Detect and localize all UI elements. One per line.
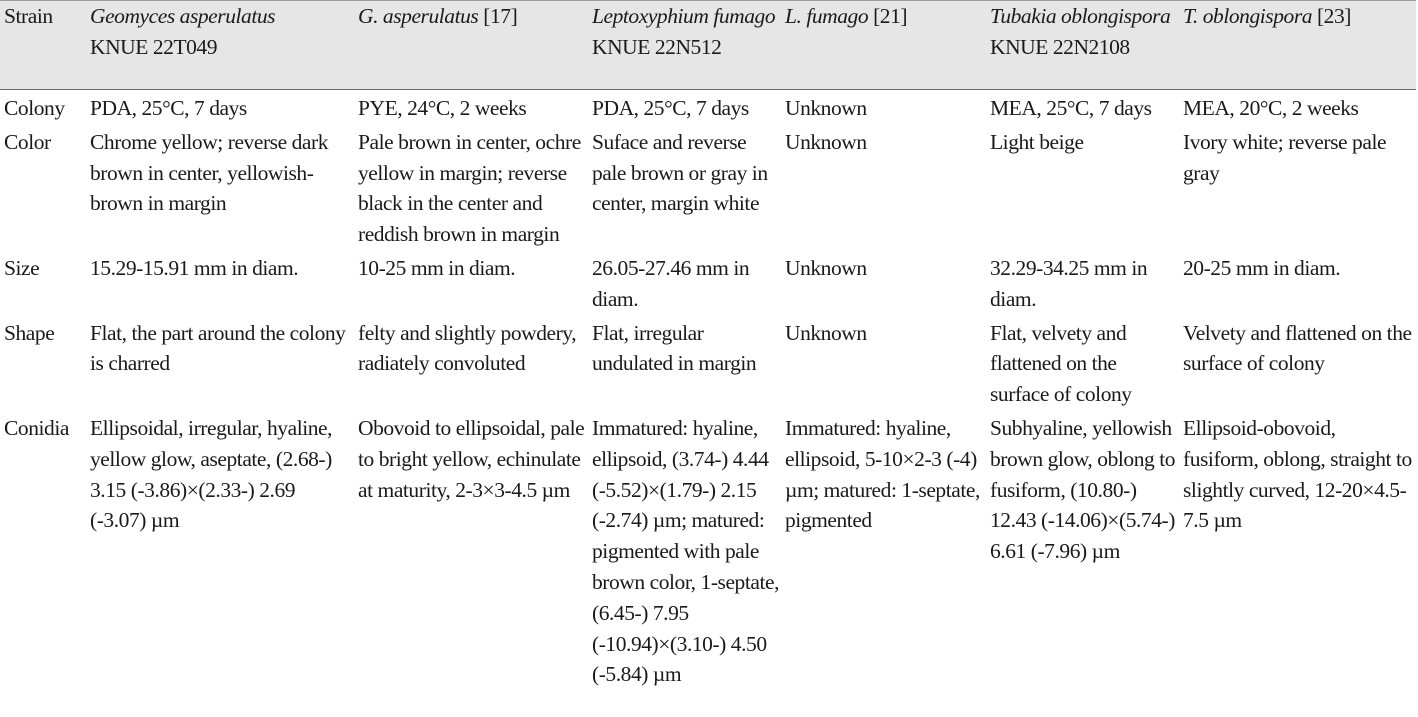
row-label: Conidia	[4, 415, 69, 440]
table-cell: Flat, irregular undulated in margin	[592, 320, 757, 376]
table-cell: MEA, 20°C, 2 weeks	[1183, 96, 1359, 120]
header-strain-code: KNUE 22N2108	[990, 34, 1130, 59]
header-strain-label: Strain	[4, 4, 53, 28]
table-cell: PDA, 25°C, 7 days	[592, 96, 749, 120]
table-cell: Ivory white; reverse pale gray	[1183, 129, 1387, 185]
table-row	[0, 253, 1416, 318]
table-cell: Immatured: hyaline, ellipsoid, 5-10×2-3 (-4) µm; matured: 1-septate, pigmented	[785, 415, 980, 533]
table-cell: 32.29-34.25 mm in diam.	[990, 255, 1148, 311]
header-strain-code: KNUE 22N512	[592, 34, 722, 59]
table-cell: MEA, 25°C, 7 days	[990, 96, 1152, 120]
table-cell: 20-25 mm in diam.	[1183, 255, 1341, 280]
header-species-name: Leptoxyphium fumago	[592, 4, 776, 28]
table-cell: Chrome yellow; reverse dark brown in center, yellowish-brown in margin	[90, 129, 328, 216]
table-cell: 10-25 mm in diam.	[358, 255, 516, 280]
header-row	[0, 1, 1416, 90]
header-tubakia-oblongispora-knue	[986, 1, 1179, 90]
header-t-oblongispora-ref	[1179, 1, 1416, 90]
table-cell: Ellipsoidal, irregular, hyaline, yellow glow, aseptate, (2.68-) 3.15 (-3.86)×(2.33-) 2.69 (-3.07) µm	[90, 415, 333, 533]
table-cell: Obovoid to ellipsoidal, pale to bright yellow, echinulate at maturity, 2-3×3-4.5 µm	[358, 415, 585, 502]
header-strain	[0, 1, 86, 90]
table-cell: Suface and reverse pale brown or gray in center, margin white	[592, 129, 768, 216]
table-row	[0, 318, 1416, 413]
table-row	[0, 90, 1416, 127]
header-species-name: T. oblongispora	[1183, 4, 1313, 28]
header-species-name: Tubakia oblongispora	[990, 4, 1171, 28]
table-cell: Subhyaline, yellowish brown glow, oblong to fusiform, (10.80-) 12.43 (-14.06)×(5.74-) 6.61 (-7.96) µm	[990, 415, 1176, 564]
header-reference: [23]	[1312, 4, 1351, 28]
table-cell: Flat, velvety and flattened on the surface of colony	[990, 320, 1132, 407]
table-cell: Flat, the part around the colony is charred	[90, 320, 346, 376]
row-label: Colony	[4, 96, 65, 120]
table-cell: Unknown	[785, 320, 867, 345]
header-leptoxyphium-fumago-knue	[588, 1, 781, 90]
table-cell: Pale brown in center, ochre yellow in margin; reverse black in the center and reddish brown in margin	[358, 129, 581, 247]
table-cell: PDA, 25°C, 7 days	[90, 96, 247, 120]
header-reference: [21]	[868, 4, 908, 28]
table-cell: PYE, 24°C, 2 weeks	[358, 96, 527, 120]
header-species-name: G. asperulatus	[358, 4, 479, 28]
row-label: Size	[4, 255, 40, 280]
row-label: Color	[4, 129, 51, 154]
table-cell: 15.29-15.91 mm in diam.	[90, 255, 299, 280]
table-cell: Ellipsoid-obovoid, fusiform, oblong, straight to slightly curved, 12-20×4.5-7.5 µm	[1183, 415, 1412, 533]
header-species-name: L. fumago	[785, 4, 869, 28]
header-species-name: Geomyces asperulatus	[90, 4, 276, 28]
header-geomyces-asperulatus-knue	[86, 1, 354, 90]
table-cell: felty and slightly powdery, radiately convoluted	[358, 320, 577, 376]
table-cell: Light beige	[990, 129, 1084, 154]
row-label: Shape	[4, 320, 55, 345]
header-reference: [17]	[478, 4, 518, 28]
header-strain-code: KNUE 22T049	[90, 34, 218, 59]
table-cell: Unknown	[785, 255, 867, 280]
table-cell: Immatured: hyaline, ellipsoid, (3.74-) 4.44 (-5.52)×(1.79-) 2.15 (-2.74) µm; matured: pigmented with pale brown color, 1-septate, (6.45-) 7.95 (-10.94)×(3.10-) 4.50 (-5.84) µm	[592, 415, 780, 687]
header-l-fumago-ref	[781, 1, 986, 90]
table-row	[0, 127, 1416, 253]
table-cell: Unknown	[785, 96, 867, 120]
table-cell: Velvety and flattened on the surface of colony	[1183, 320, 1412, 376]
table-cell: Unknown	[785, 129, 867, 154]
table-row	[0, 413, 1416, 693]
header-g-asperulatus-ref	[354, 1, 588, 90]
table-cell: 26.05-27.46 mm in diam.	[592, 255, 750, 311]
